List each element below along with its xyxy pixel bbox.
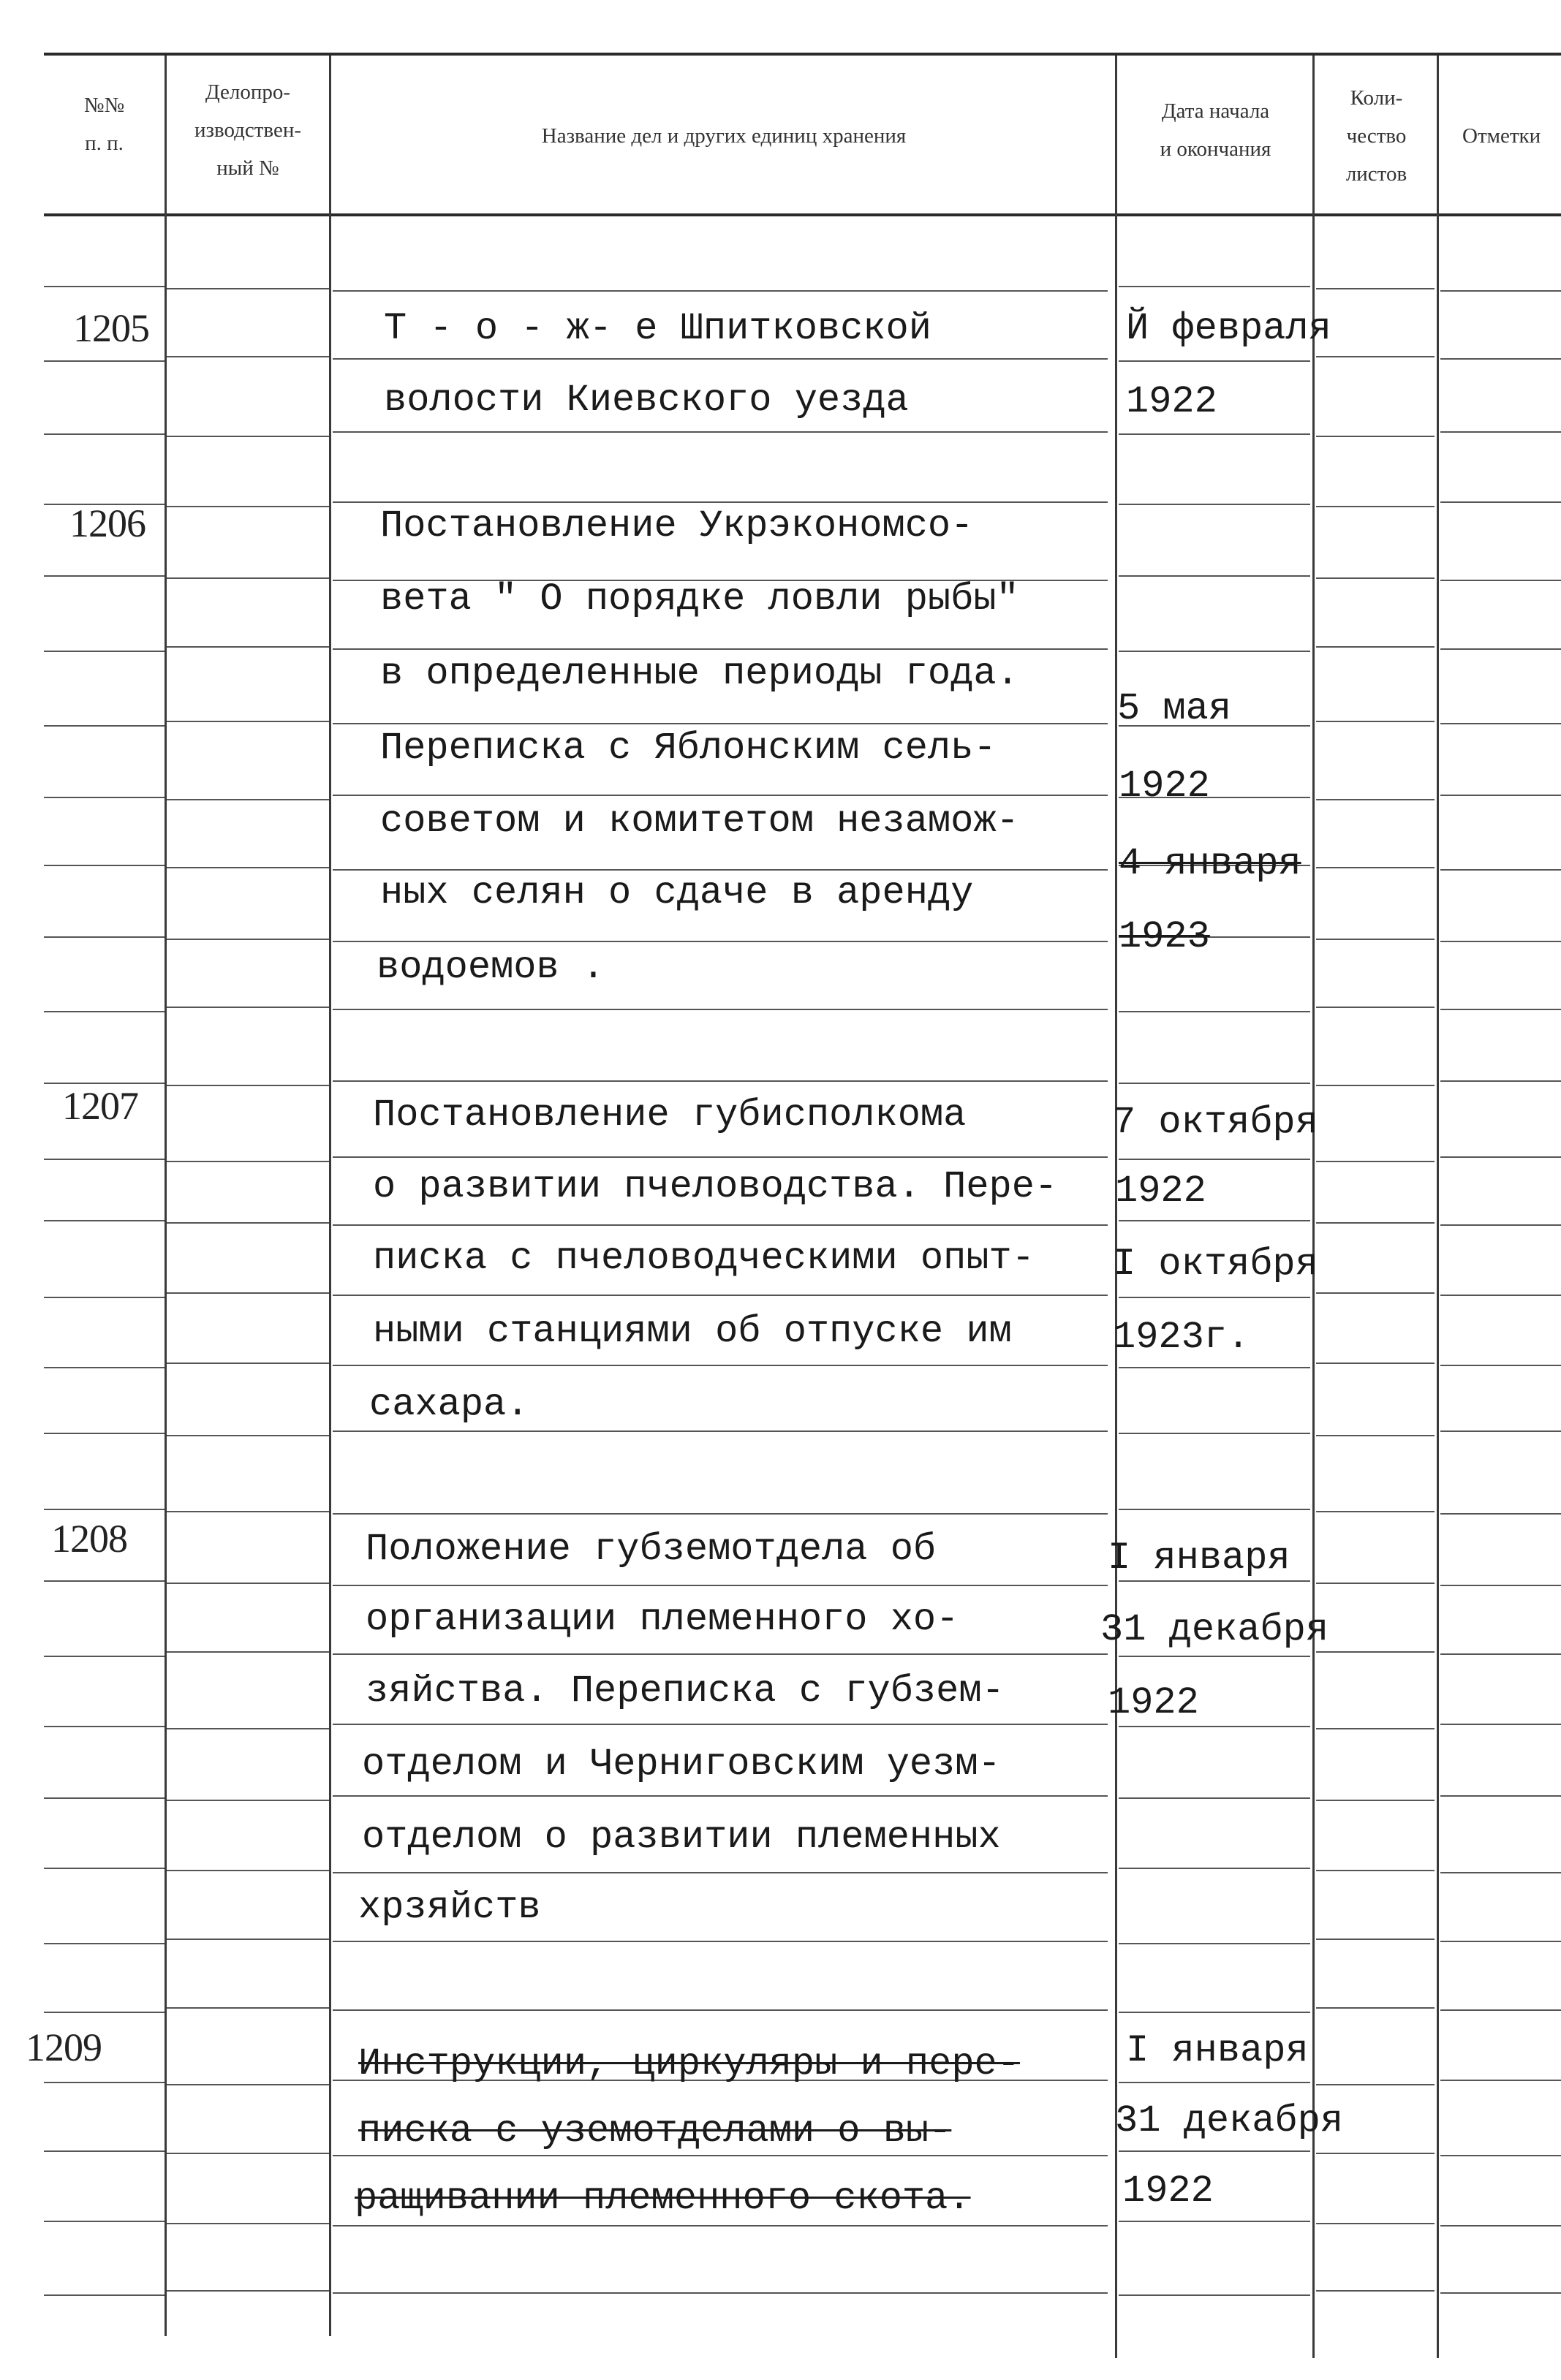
rule-line — [1440, 723, 1561, 724]
date-line: I января — [1108, 1536, 1290, 1580]
rule-line — [167, 2007, 329, 2009]
title-line: организации племенного хо- — [366, 1598, 959, 1641]
rule-line — [44, 2294, 165, 2296]
rule-line — [1440, 1430, 1561, 1432]
rule-line — [167, 1292, 329, 1294]
rule-line — [333, 1653, 1108, 1655]
rule-line — [1440, 1513, 1561, 1515]
rule-line — [1119, 1726, 1310, 1727]
rule-line — [1119, 1509, 1310, 1510]
rule-line — [44, 1011, 165, 1012]
title-line: писка с пчеловодческими опыт- — [373, 1237, 1035, 1280]
rule-line — [1316, 2153, 1435, 2154]
record-number: 1206 — [69, 501, 145, 545]
rule-line — [1440, 2155, 1561, 2156]
rule-line — [1440, 1224, 1561, 1226]
rule-line — [1119, 1367, 1310, 1368]
rule-line — [167, 867, 329, 868]
rule-line — [1440, 2080, 1561, 2081]
rule-line — [1119, 651, 1310, 652]
rule-line — [1440, 1941, 1561, 1942]
rule-line — [333, 1585, 1108, 1586]
title-line: отделом и Черниговским уезм- — [362, 1743, 1001, 1786]
rule-line — [1316, 1939, 1435, 1940]
rule-line — [1316, 1583, 1435, 1584]
date-line: 1922 — [1126, 380, 1217, 423]
rule-line — [1316, 646, 1435, 648]
title-line: Постановление Укрэкономсо- — [380, 504, 974, 547]
date-line: 1922 — [1108, 1681, 1199, 1724]
rule-line — [333, 290, 1108, 292]
rule-line — [333, 2155, 1108, 2156]
rule-line — [1316, 1728, 1435, 1729]
rule-line — [1440, 1080, 1561, 1082]
rule-line — [44, 651, 165, 652]
rule-line — [333, 1872, 1108, 1873]
rule-line — [333, 1941, 1108, 1942]
title-line: Переписка с Яблонским сель- — [380, 727, 997, 770]
rule-line — [1119, 286, 1310, 287]
date-line: 1923г. — [1113, 1316, 1250, 1359]
rule-line — [1440, 501, 1561, 503]
title-line: советом и комитетом незамож- — [380, 800, 1019, 843]
rule-line — [1316, 436, 1435, 437]
rule-line — [44, 936, 165, 938]
rule-line — [1316, 356, 1435, 357]
rule-line — [167, 1085, 329, 1086]
rule-line — [44, 1868, 165, 1869]
rule-line — [44, 1943, 165, 1944]
rule-line — [1316, 867, 1435, 868]
header-sheets: Коли- чество листов — [1345, 86, 1407, 186]
rule-line — [44, 286, 165, 287]
rule-line — [333, 1513, 1108, 1515]
title-line: волости Киевского уезда — [384, 379, 909, 422]
title-line: Инструкции, циркуляры и пере- — [358, 2042, 1020, 2085]
rule-line — [333, 2225, 1108, 2226]
rule-line — [1119, 1433, 1310, 1434]
title-line: хрзяйств — [358, 1886, 541, 1929]
rule-line — [44, 1297, 165, 1298]
rule-line — [1316, 1292, 1435, 1294]
date-line: 7 октября — [1113, 1101, 1318, 1144]
rule-line — [1440, 1295, 1561, 1296]
date-line: 4 января — [1119, 842, 1301, 885]
rule-line — [333, 1724, 1108, 1725]
rule-line — [44, 1580, 165, 1582]
date-line: 31 декабря — [1115, 2099, 1344, 2142]
rule-line — [1440, 1872, 1561, 1873]
rule-line — [1316, 1511, 1435, 1512]
rule-line — [1119, 1083, 1310, 1084]
rule-line — [333, 1009, 1108, 1010]
header-title: Название дел и других единиц хранения — [541, 124, 907, 148]
rule-line — [1119, 1943, 1310, 1944]
rule-line — [1316, 1007, 1435, 1008]
record-number: 1208 — [51, 1517, 127, 1561]
rule-line — [1440, 1156, 1561, 1158]
rule-line — [1440, 2292, 1561, 2294]
rule-line — [333, 723, 1108, 724]
rule-line — [167, 2290, 329, 2292]
rule-line — [333, 1156, 1108, 1158]
rule-line — [1316, 1651, 1435, 1653]
date-line: I октября — [1113, 1243, 1318, 1286]
header-number: №№ п. п. — [83, 94, 125, 155]
rule-line — [333, 1795, 1108, 1797]
rule-line — [44, 1656, 165, 1657]
rule-line — [333, 795, 1108, 796]
date-line: 1922 — [1122, 2169, 1214, 2213]
rule-line — [1316, 1800, 1435, 1801]
rule-line — [167, 799, 329, 800]
title-line: отделом о развитии племенных — [362, 1816, 1001, 1859]
rule-line — [333, 1295, 1108, 1296]
rule-line — [167, 1435, 329, 1436]
date-line: 1922 — [1115, 1170, 1206, 1213]
rule-line — [333, 648, 1108, 650]
rule-line — [1440, 795, 1561, 796]
rule-line — [167, 356, 329, 357]
rule-line — [44, 1367, 165, 1368]
rule-line — [333, 869, 1108, 871]
rule-line — [1440, 1653, 1561, 1655]
rule-line — [167, 646, 329, 648]
rule-line — [333, 1365, 1108, 1366]
rule-line — [1440, 358, 1561, 360]
title-line: Постановление губисполкома — [373, 1094, 967, 1137]
rule-line — [1316, 1161, 1435, 1162]
rule-line — [44, 433, 165, 435]
rule-line — [1119, 1868, 1310, 1869]
record-number: 1205 — [73, 306, 149, 350]
rule-line — [1119, 575, 1310, 577]
rule-line — [1316, 1435, 1435, 1436]
rule-line — [167, 288, 329, 289]
rule-line — [1119, 2082, 1310, 2083]
rule-line — [1440, 1009, 1561, 1010]
rule-line — [1119, 1297, 1310, 1298]
rule-line — [44, 1220, 165, 1221]
rule-line — [1316, 1870, 1435, 1871]
rule-line — [333, 1430, 1108, 1432]
title-line: водоемов . — [377, 946, 605, 989]
rule-line — [1440, 2225, 1561, 2226]
rule-line — [1119, 1159, 1310, 1160]
rule-line — [167, 2153, 329, 2154]
rule-line — [1440, 648, 1561, 650]
title-line: писка с уземотделами о вы- — [358, 2110, 952, 2153]
rule-line — [167, 1728, 329, 1729]
rule-line — [167, 1511, 329, 1512]
title-line: сахара. — [369, 1383, 529, 1426]
rule-line — [1316, 939, 1435, 940]
record-number: 1207 — [62, 1084, 138, 1128]
date-line: 31 декабря — [1100, 1608, 1329, 1651]
rule-line — [167, 1363, 329, 1364]
rule-line — [167, 506, 329, 507]
rule-line — [44, 725, 165, 727]
rule-line — [167, 436, 329, 437]
title-line: вета " О порядке ловли рыбы" — [380, 577, 1019, 621]
rule-line — [44, 1433, 165, 1434]
rule-line — [44, 2012, 165, 2013]
title-line: Т - о - ж- е Шпитковской — [384, 307, 931, 350]
rule-line — [333, 501, 1108, 503]
rule-line — [1316, 721, 1435, 722]
date-line: 1923 — [1119, 915, 1210, 958]
rule-line — [167, 577, 329, 579]
header-dates: Дата начала и окончания — [1160, 99, 1271, 161]
rule-line — [1440, 1795, 1561, 1797]
rule-line — [167, 1583, 329, 1584]
rule-line — [167, 721, 329, 722]
rule-line — [1440, 869, 1561, 871]
rule-line — [167, 1939, 329, 1940]
rule-line — [167, 1007, 329, 1008]
title-line: ными станциями об отпуске им — [373, 1310, 1012, 1353]
rule-line — [44, 575, 165, 577]
rule-line — [44, 1726, 165, 1727]
header-notes: Отметки — [1462, 124, 1541, 148]
rule-line — [167, 2223, 329, 2224]
rule-line — [167, 1870, 329, 1871]
rule-line — [1440, 1724, 1561, 1725]
rule-line — [1119, 1580, 1310, 1582]
rule-line — [44, 797, 165, 798]
rule-line — [1316, 2223, 1435, 2224]
rule-line — [1316, 1363, 1435, 1364]
rule-line — [1440, 1585, 1561, 1586]
rule-line — [44, 1509, 165, 1510]
rule-line — [1316, 506, 1435, 507]
date-line: 5 мая — [1117, 687, 1232, 730]
rule-line — [1316, 288, 1435, 289]
rule-line — [44, 1797, 165, 1799]
title-line: Положение губземотдела об — [366, 1528, 937, 1571]
rule-line — [1119, 1656, 1310, 1657]
header-office-number: Делопро- изводствен- ный № — [194, 80, 301, 180]
rule-line — [333, 2009, 1108, 2011]
rule-line — [1119, 433, 1310, 435]
rule-line — [1440, 431, 1561, 433]
rule-line — [333, 431, 1108, 433]
title-line: ных селян о сдаче в аренду — [380, 871, 974, 914]
rule-line — [1316, 1085, 1435, 1086]
rule-line — [1119, 504, 1310, 505]
date-line: 1922 — [1119, 765, 1210, 808]
date-line: I января — [1126, 2029, 1309, 2072]
rule-line — [1119, 360, 1310, 362]
rule-line — [333, 358, 1108, 360]
rule-line — [1440, 1365, 1561, 1366]
rule-line — [1316, 1222, 1435, 1224]
record-number: 1209 — [26, 2025, 102, 2069]
rule-line — [167, 1800, 329, 1801]
rule-line — [44, 1159, 165, 1160]
rule-line — [44, 2150, 165, 2152]
rule-line — [167, 1222, 329, 1224]
rule-line — [1119, 1220, 1310, 1221]
rule-line — [333, 1080, 1108, 1082]
rule-line — [44, 2221, 165, 2222]
date-line: Й февраля — [1126, 307, 1331, 350]
rule-line — [333, 2292, 1108, 2294]
rule-line — [44, 2082, 165, 2083]
rule-line — [333, 941, 1108, 942]
rule-line — [1440, 580, 1561, 581]
rule-line — [1316, 2084, 1435, 2085]
rule-line — [44, 360, 165, 362]
rule-line — [167, 1161, 329, 1162]
rule-line — [1119, 1797, 1310, 1799]
rule-line — [1119, 2221, 1310, 2222]
rule-line — [1316, 577, 1435, 579]
rule-line — [1119, 1011, 1310, 1012]
rule-line — [1119, 2150, 1310, 2152]
title-line: зяйства. Переписка с губзем- — [366, 1670, 1005, 1713]
rule-line — [1440, 2009, 1561, 2011]
rule-line — [167, 2084, 329, 2085]
rule-line — [1119, 2012, 1310, 2013]
title-line: в определенные периоды года. — [380, 652, 1019, 695]
rule-line — [44, 865, 165, 866]
rule-line — [167, 939, 329, 940]
rule-line — [1440, 941, 1561, 942]
title-line: о развитии пчеловодства. Пере- — [373, 1165, 1058, 1208]
rule-line — [1316, 799, 1435, 800]
rule-line — [167, 1651, 329, 1653]
rule-line — [1316, 2290, 1435, 2292]
rule-line — [333, 1224, 1108, 1226]
rule-line — [1440, 290, 1561, 292]
title-line: ращивании племенного скота. — [355, 2177, 971, 2220]
rule-line — [1119, 2294, 1310, 2296]
rule-line — [1316, 2007, 1435, 2009]
